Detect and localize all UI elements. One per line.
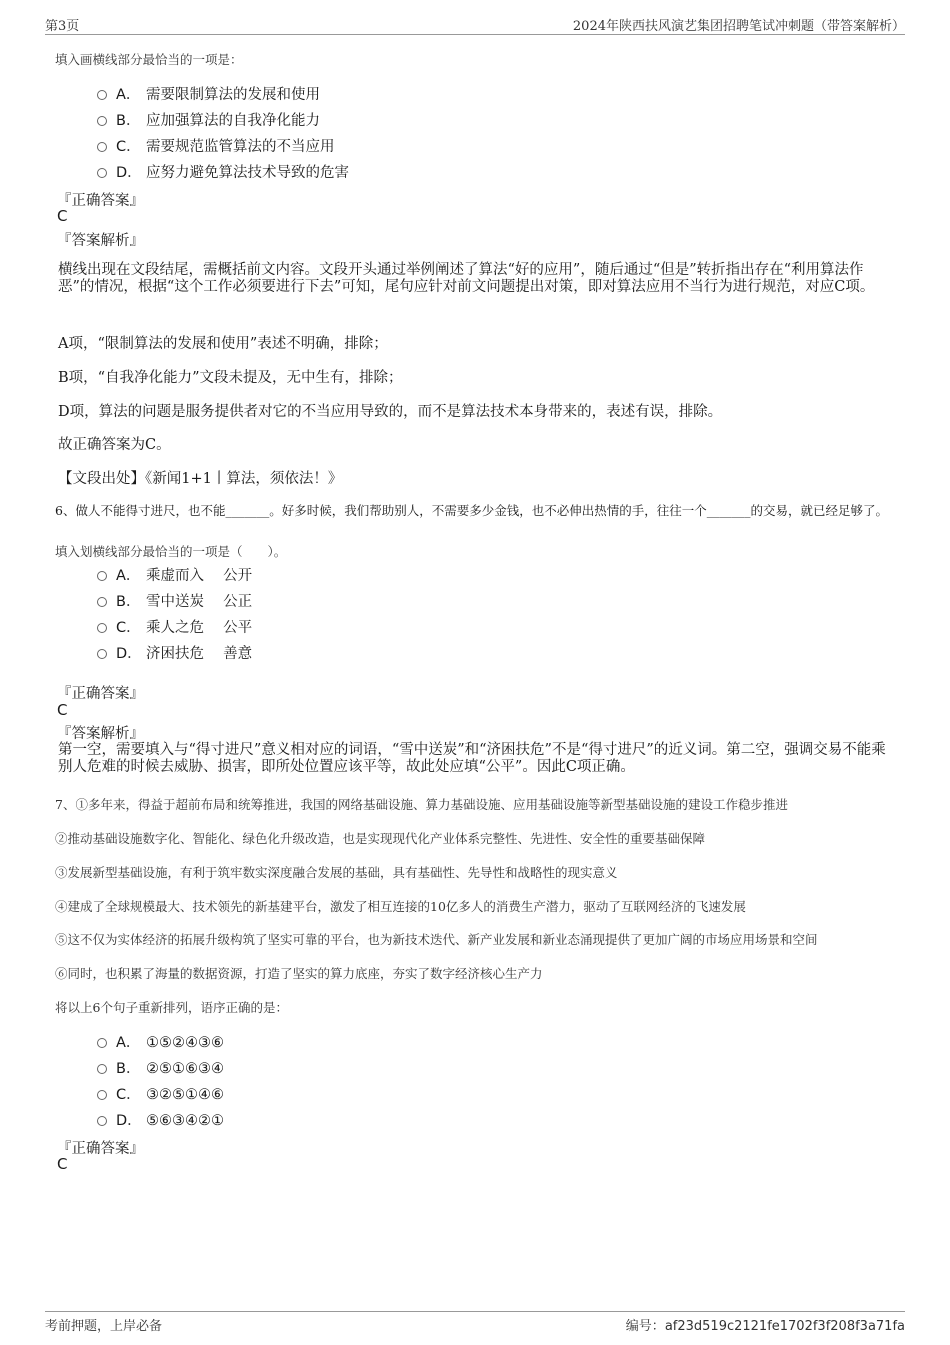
q6-option-a[interactable]: A． 乘虚而入 公开 xyxy=(97,564,252,585)
radio-icon[interactable] xyxy=(97,623,107,633)
radio-icon[interactable] xyxy=(97,649,107,659)
q7-prompt: 将以上6个句子重新排列，语序正确的是： xyxy=(55,1000,288,1015)
radio-icon[interactable] xyxy=(97,142,107,152)
q7-option-c[interactable]: C． ③②⑤①④⑥ xyxy=(97,1083,224,1104)
q5-option-d[interactable]: D． 应努力避免算法技术导致的危害 xyxy=(97,161,349,182)
radio-icon[interactable] xyxy=(97,571,107,581)
q7-answer-label: 『正确答案』 xyxy=(57,1141,144,1157)
q7-sentence-1: 7、①多年来，得益于超前布局和统筹推进，我国的网络基础设施、算力基础设施、应用基础设施等新型基础设施的建设工作稳步推进 xyxy=(55,797,788,812)
q7-answer: C xyxy=(57,1155,68,1173)
q6-analysis: 第一空，需要填入与“得寸进尺”意义相对应的词语，“雪中送炭”和“济困扶危”不是“得寸进尺”的近义词。第二空，强调交易不能乘别人危难的时候去威胁、损害，即所处位置应该平等，故此处应填“公平”。因此C项正确。 xyxy=(58,742,886,775)
q5-analysis-main: 横线出现在文段结尾，需概括前文内容。文段开头通过举例阐述了算法“好的应用”，随后通过“但是”转折指出存在“利用算法作恶”的情况，根据“这个工作必须要进行下去”可知，尾句应针对前文问题提出对策，即对算法应用不当行为进行规范，对应C项。 xyxy=(58,262,875,295)
q5-prompt: 填入画横线部分最恰当的一项是： xyxy=(55,52,243,67)
q6-prompt: 填入划横线部分最恰当的一项是（ ）。 xyxy=(55,544,287,559)
radio-icon[interactable] xyxy=(97,597,107,607)
document-code: 编号：af23d519c2121fe1702f3f208f3a71fa xyxy=(625,1319,905,1334)
radio-icon[interactable] xyxy=(97,1116,107,1126)
q6-option-b[interactable]: B． 雪中送炭 公正 xyxy=(97,590,252,611)
q7-sentence-6: ⑥同时，也积累了海量的数据资源，打造了坚实的算力底座，夯实了数字经济核心生产力 xyxy=(55,966,543,981)
q5-answer: C xyxy=(57,207,68,225)
q6-option-d[interactable]: D． 济困扶危 善意 xyxy=(97,642,252,663)
footer-slogan: 考前押题，上岸必备 xyxy=(45,1319,163,1334)
q7-sentence-3: ③发展新型基础设施，有利于筑牢数实深度融合发展的基础，具有基础性、先导性和战略性的现实意义 xyxy=(55,865,618,880)
radio-icon[interactable] xyxy=(97,1064,107,1074)
q6-option-c[interactable]: C． 乘人之危 公平 xyxy=(97,616,252,637)
q5-analysis-d: D项，算法的问题是服务提供者对它的不当应用导致的，而不是算法技术本身带来的，表述有误，排除。 xyxy=(58,404,723,420)
q7-sentence-4: ④建成了全球规模最大、技术领先的新基建平台，激发了相互连接的10亿多人的消费生产潜力，驱动了互联网经济的飞速发展 xyxy=(55,899,746,914)
radio-icon[interactable] xyxy=(97,90,107,100)
radio-icon[interactable] xyxy=(97,1038,107,1048)
q7-option-d[interactable]: D． ⑤⑥③④②① xyxy=(97,1109,224,1130)
q5-option-a[interactable]: A． 需要限制算法的发展和使用 xyxy=(97,83,320,104)
q5-option-c[interactable]: C． 需要规范监管算法的不当应用 xyxy=(97,135,335,156)
radio-icon[interactable] xyxy=(97,168,107,178)
q5-analysis-label: 『答案解析』 xyxy=(57,233,144,249)
q7-option-a[interactable]: A． ①⑤②④③⑥ xyxy=(97,1031,224,1052)
radio-icon[interactable] xyxy=(97,116,107,126)
q6-analysis-label: 『答案解析』 xyxy=(57,726,144,742)
q6-answer-label: 『正确答案』 xyxy=(57,686,144,702)
radio-icon[interactable] xyxy=(97,1090,107,1100)
page-footer xyxy=(45,1311,905,1334)
q7-option-b[interactable]: B． ②⑤①⑥③④ xyxy=(97,1057,224,1078)
page-header xyxy=(45,14,905,35)
page-number: 第3页 xyxy=(45,19,80,34)
q5-analysis-b: B项，“自我净化能力”文段未提及，无中生有，排除； xyxy=(58,370,403,386)
q6-answer: C xyxy=(57,701,68,719)
q5-analysis-a: A项，“限制算法的发展和使用”表述不明确，排除； xyxy=(58,336,388,352)
q7-sentence-2: ②推动基础设施数字化、智能化、绿色化升级改造，也是实现现代化产业体系完整性、先进性、安全性的重要基础保障 xyxy=(55,831,706,846)
document-title: 2024年陕西扶风演艺集团招聘笔试冲刺题（带答案解析） xyxy=(572,19,905,34)
q5-conclusion: 故正确答案为C。 xyxy=(58,437,171,453)
q5-answer-label: 『正确答案』 xyxy=(57,193,144,209)
q5-source: 【文段出处】《新闻1+1丨算法，须依法！》 xyxy=(58,471,343,487)
q7-sentence-5: ⑤这不仅为实体经济的拓展升级构筑了坚实可靠的平台，也为新技术迭代、新产业发展和新业态涌现提供了更加广阔的市场应用场景和空间 xyxy=(55,932,818,947)
q5-option-b[interactable]: B． 应加强算法的自我净化能力 xyxy=(97,109,320,130)
q6-stem: 6、做人不能得寸进尺，也不能_______。好多时候，我们帮助别人，不需要多少金钱，也不必伸出热情的手，往往一个_______的交易，就已经足够了。 xyxy=(55,503,888,518)
